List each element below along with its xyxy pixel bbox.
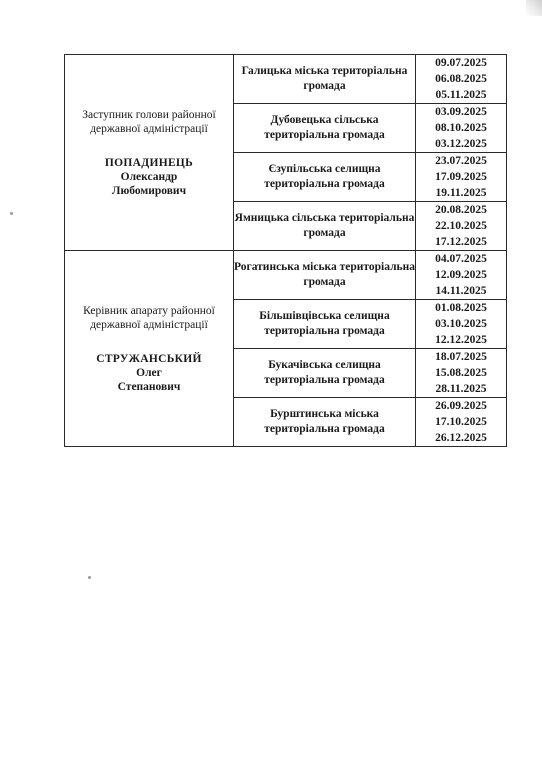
- visit-date: 15.08.2025: [435, 367, 487, 379]
- visit-date: 01.08.2025: [435, 302, 487, 314]
- scan-speck: [88, 576, 91, 579]
- visit-date: 05.11.2025: [435, 89, 487, 101]
- visit-date: 06.08.2025: [435, 73, 487, 85]
- visit-date: 12.12.2025: [435, 334, 487, 346]
- community-cell: [234, 55, 416, 104]
- dates-cell: [416, 153, 507, 202]
- visit-date: 18.07.2025: [435, 351, 487, 363]
- community-cell: [234, 349, 416, 398]
- dates-cell: [416, 300, 507, 349]
- community-cell: [234, 398, 416, 447]
- visit-date: 14.11.2025: [435, 285, 487, 297]
- visit-date: 20.08.2025: [435, 204, 487, 216]
- visit-date: 26.12.2025: [435, 432, 487, 444]
- community-name: Галицька міська територіальна громада: [241, 65, 408, 92]
- visit-date: 03.09.2025: [435, 106, 487, 118]
- responsible-person-cell: [65, 55, 234, 251]
- visit-date: 17.09.2025: [435, 171, 487, 183]
- visit-date: 12.09.2025: [435, 269, 487, 281]
- community-name: Більшівцівська селищна територіальна громада: [259, 310, 390, 337]
- visit-date: 19.11.2025: [435, 187, 487, 199]
- person-surname: ПОПАДИНЕЦЬ: [104, 156, 194, 169]
- visit-date: 28.11.2025: [435, 383, 487, 395]
- community-name: Бурштинська міська територіальна громада: [264, 408, 385, 435]
- dates-cell: [416, 251, 507, 300]
- community-cell: [234, 300, 416, 349]
- dates-cell: [416, 202, 507, 251]
- community-cell: [234, 202, 416, 251]
- person-first-name: Олег: [136, 366, 162, 379]
- person-patronymic: Степанович: [117, 380, 181, 393]
- scan-speck: [10, 212, 13, 215]
- person-surname: СТРУЖАНСЬКИЙ: [96, 352, 202, 365]
- community-name: Дубовецька сільська територіальна громада: [264, 114, 385, 141]
- person-position: Керівник апарату районної державної адміністрації: [83, 304, 215, 331]
- responsible-person-cell: [65, 251, 234, 447]
- community-cell: [234, 153, 416, 202]
- visit-date: 17.10.2025: [435, 416, 487, 428]
- community-cell: [234, 251, 416, 300]
- community-cell: [234, 104, 416, 153]
- visit-date: 17.12.2025: [435, 236, 487, 248]
- community-name: Єзупільська селищна територіальна громада: [264, 163, 385, 190]
- visit-date: 22.10.2025: [435, 220, 487, 232]
- dates-cell: [416, 349, 507, 398]
- dates-cell: [416, 104, 507, 153]
- community-name: Рогатинська міська територіальна громада: [234, 261, 415, 288]
- dates-cell: [416, 55, 507, 104]
- person-position: Заступник голови районної державної адміністрації: [82, 108, 216, 135]
- person-first-name: Олександр: [120, 170, 178, 183]
- visit-date: 08.10.2025: [435, 122, 487, 134]
- visit-date: 23.07.2025: [435, 155, 487, 167]
- scan-corner-shadow: [526, 0, 542, 16]
- visit-date: 26.09.2025: [435, 400, 487, 412]
- dates-cell: [416, 398, 507, 447]
- community-name: Ямницька сільська територіальна громада: [234, 212, 415, 239]
- table-row: [65, 55, 507, 104]
- schedule-table: [64, 54, 507, 447]
- table-row: [65, 251, 507, 300]
- visit-date: 03.12.2025: [435, 138, 487, 150]
- visit-date: 03.10.2025: [435, 318, 487, 330]
- visit-date: 04.07.2025: [435, 253, 487, 265]
- person-patronymic: Любомирович: [111, 184, 187, 197]
- visit-date: 09.07.2025: [435, 57, 487, 69]
- community-name: Букачівська селищна територіальна громада: [264, 359, 385, 386]
